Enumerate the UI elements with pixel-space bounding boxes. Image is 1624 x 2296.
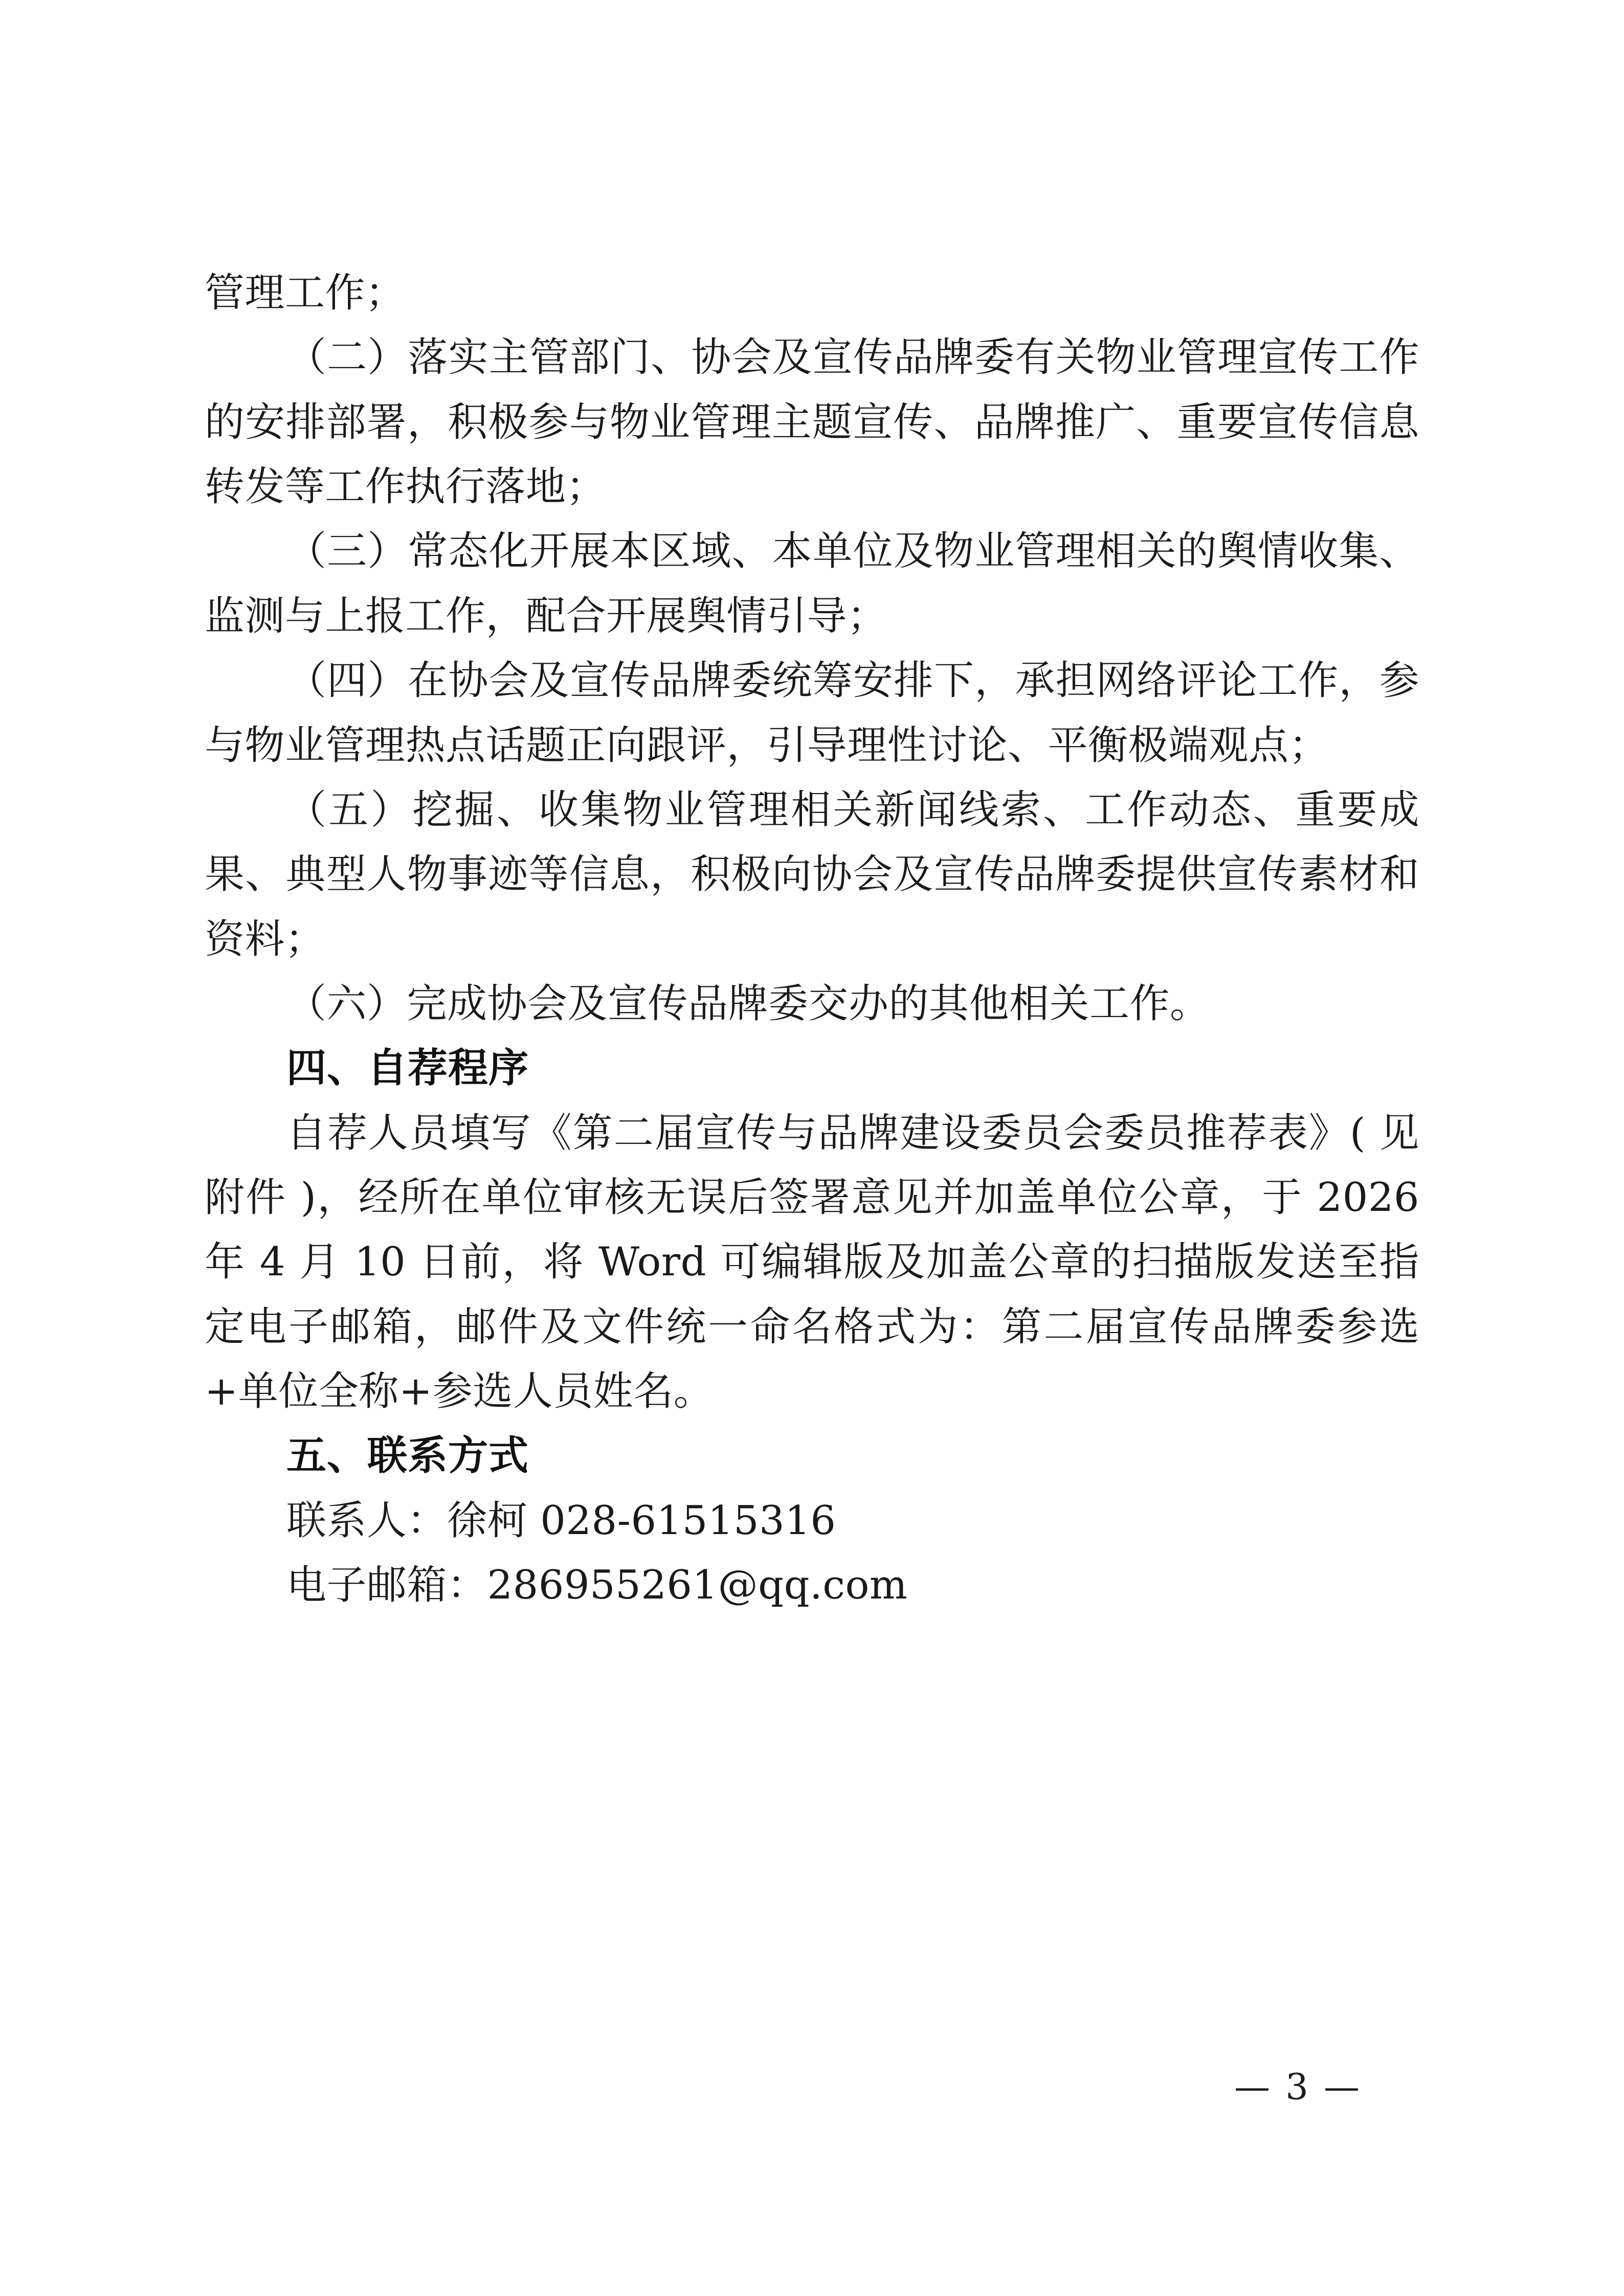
- paragraph-section-four-body: 自荐人员填写《第二届宣传与品牌建设委员会委员推荐表》( 见附件 )，经所在单位审核无误后签署意见并加盖单位公章，于 2026 年 4 月 10 日前，将 Word 可编辑版及加盖公章的扫描版发送至指定电子邮箱，邮件及文件统一命名格式为：第二届宣传品牌委参选+单位全称+参选人员姓名。: [205, 1110, 1419, 1415]
- page-footer: [0, 2066, 1624, 2108]
- paragraph-item-2: （二）落实主管部门、协会及宣传品牌委有关物业管理宣传工作的安排部署，积极参与物业管理主题宣传、品牌推广、重要宣传信息转发等工作执行落地；: [205, 334, 1419, 510]
- contact-email-line: 电子邮箱：286955261@qq.com: [286, 1562, 908, 1609]
- paragraph-continued: 管理工作；: [205, 270, 406, 316]
- page-number: — 3 —: [1234, 2066, 1362, 2108]
- contact-person-line: 联系人：徐柯 028-61515316: [286, 1497, 836, 1544]
- section-heading-four: 四、自荐程序: [286, 1045, 529, 1092]
- paragraph-item-5: （五）挖掘、收集物业管理相关新闻线索、工作动态、重要成果、典型人物事迹等信息，积极向协会及宣传品牌委提供宣传素材和资料；: [205, 786, 1419, 962]
- section-heading-five: 五、联系方式: [286, 1433, 529, 1479]
- document-body: [205, 261, 1419, 1618]
- paragraph-item-6: （六）完成协会及宣传品牌委交办的其他相关工作。: [286, 980, 1210, 1027]
- paragraph-item-3: （三）常态化开展本区域、本单位及物业管理相关的舆情收集、监测与上报工作，配合开展舆情引导；: [205, 528, 1419, 639]
- paragraph-item-4: （四）在协会及宣传品牌委统筹安排下，承担网络评论工作，参与物业管理热点话题正向跟评，引导理性讨论、平衡极端观点；: [205, 658, 1419, 769]
